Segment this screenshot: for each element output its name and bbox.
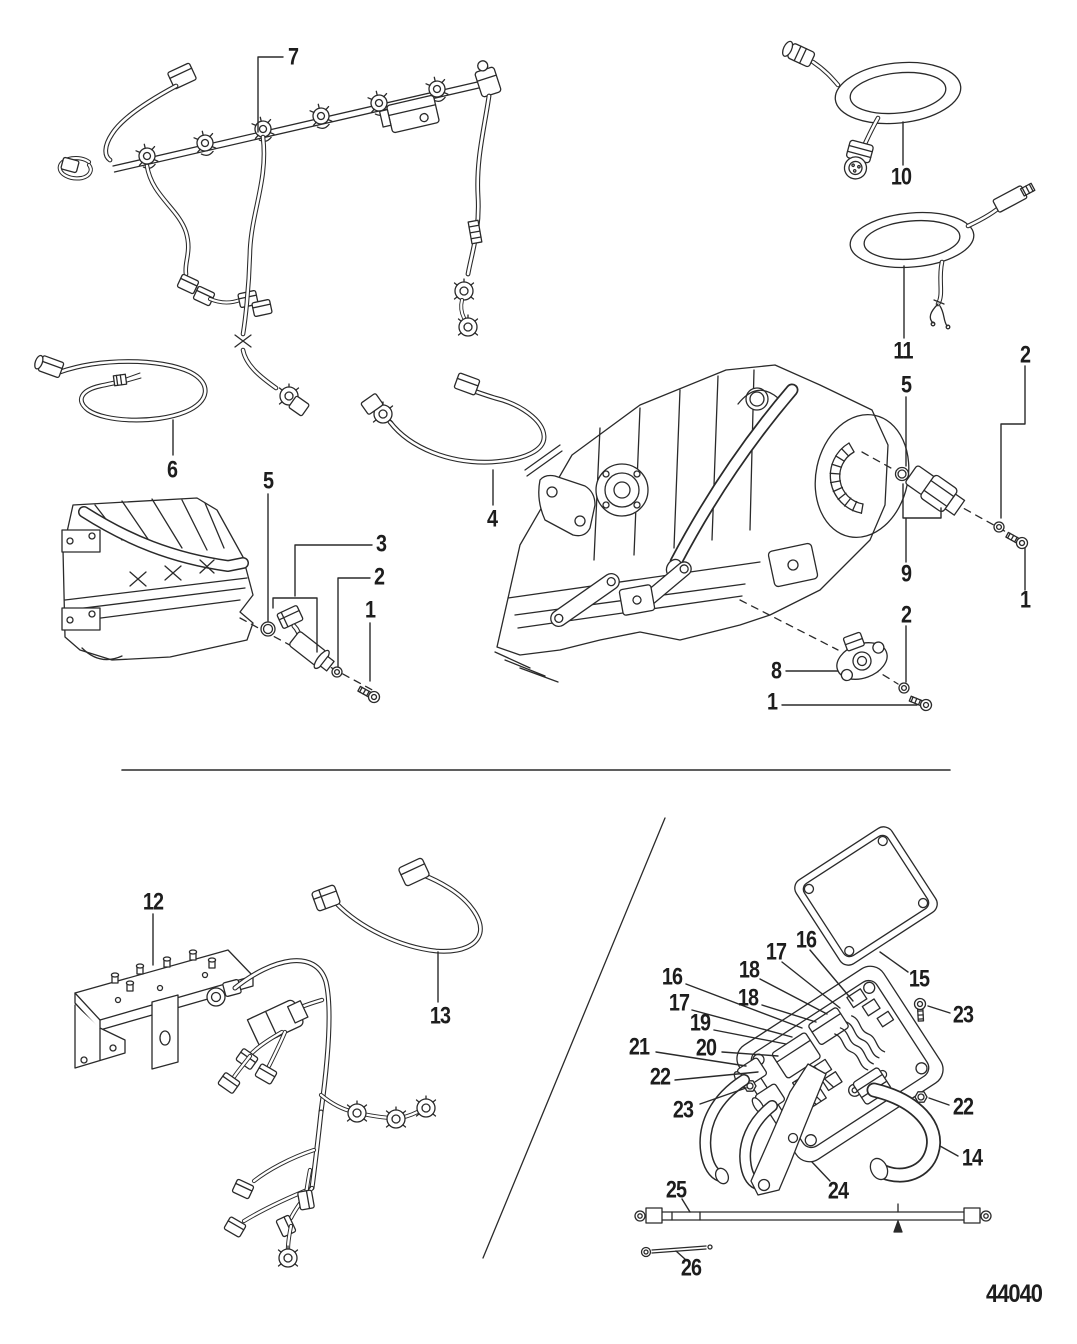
- sensor-3: [277, 605, 337, 675]
- cable-11: [848, 181, 1036, 329]
- callout-25: 25: [665, 1175, 687, 1203]
- section-divider-diagonal: [483, 818, 665, 1258]
- callout-2: 2: [900, 600, 912, 628]
- bracket-assembly-12: [75, 950, 436, 1267]
- washer-2-left: [332, 667, 342, 677]
- callout-14: 14: [961, 1143, 983, 1171]
- callout-22: 22: [649, 1062, 671, 1090]
- cable-4: [361, 373, 544, 462]
- screw-23: [914, 998, 926, 1021]
- callout-18: 18: [737, 983, 759, 1011]
- callout-23: 23: [952, 1000, 974, 1028]
- callout-20: 20: [695, 1033, 717, 1061]
- callout-5: 5: [262, 466, 274, 494]
- callout-26: 26: [680, 1253, 702, 1281]
- callout-22: 22: [952, 1092, 974, 1120]
- cable-13: [311, 857, 480, 951]
- callout-7: 7: [287, 42, 299, 70]
- callout-16: 16: [661, 962, 683, 990]
- callout-17: 17: [668, 988, 690, 1016]
- screw-1-left: [356, 684, 381, 705]
- ecm-cover-15: [791, 823, 941, 969]
- callout-12: 12: [142, 887, 164, 915]
- ecm-base-assembly: [705, 955, 949, 1193]
- callout-15: 15: [908, 964, 930, 992]
- callout-11: 11: [893, 336, 913, 364]
- engine-block-left: [62, 498, 253, 660]
- oring-5-right: [896, 468, 909, 481]
- screw-1-right: [1004, 530, 1029, 551]
- callout-5: 5: [900, 370, 912, 398]
- callout-13: 13: [429, 1001, 451, 1029]
- callout-9: 9: [900, 559, 912, 587]
- sensor-9: [903, 462, 967, 519]
- callout-1: 1: [766, 687, 778, 715]
- callout-1: 1: [364, 595, 376, 623]
- callout-2: 2: [373, 562, 385, 590]
- drawing-number: 44040: [985, 1278, 1043, 1308]
- callout-21: 21: [628, 1032, 650, 1060]
- callout-16: 16: [795, 925, 817, 953]
- callout-17: 17: [765, 937, 787, 965]
- nut-22: [915, 1092, 927, 1102]
- screw-1-bottom: [908, 694, 933, 713]
- callout-24: 24: [827, 1176, 849, 1204]
- callout-18: 18: [738, 955, 760, 983]
- callout-4: 4: [486, 504, 498, 532]
- callout-6: 6: [166, 455, 178, 483]
- oring-5-left: [261, 622, 275, 636]
- callout-8: 8: [770, 656, 782, 684]
- callout-10: 10: [890, 162, 912, 190]
- washer-2-mid: [899, 683, 909, 693]
- callout-1: 1: [1019, 585, 1031, 613]
- callout-23: 23: [672, 1095, 694, 1123]
- callout-3: 3: [375, 529, 387, 557]
- washer-2-right: [994, 522, 1004, 532]
- callout-2: 2: [1019, 340, 1031, 368]
- cable-6: [33, 353, 205, 420]
- cable-10: [781, 40, 964, 182]
- callout-19: 19: [689, 1008, 711, 1036]
- sensor-8: [828, 626, 892, 686]
